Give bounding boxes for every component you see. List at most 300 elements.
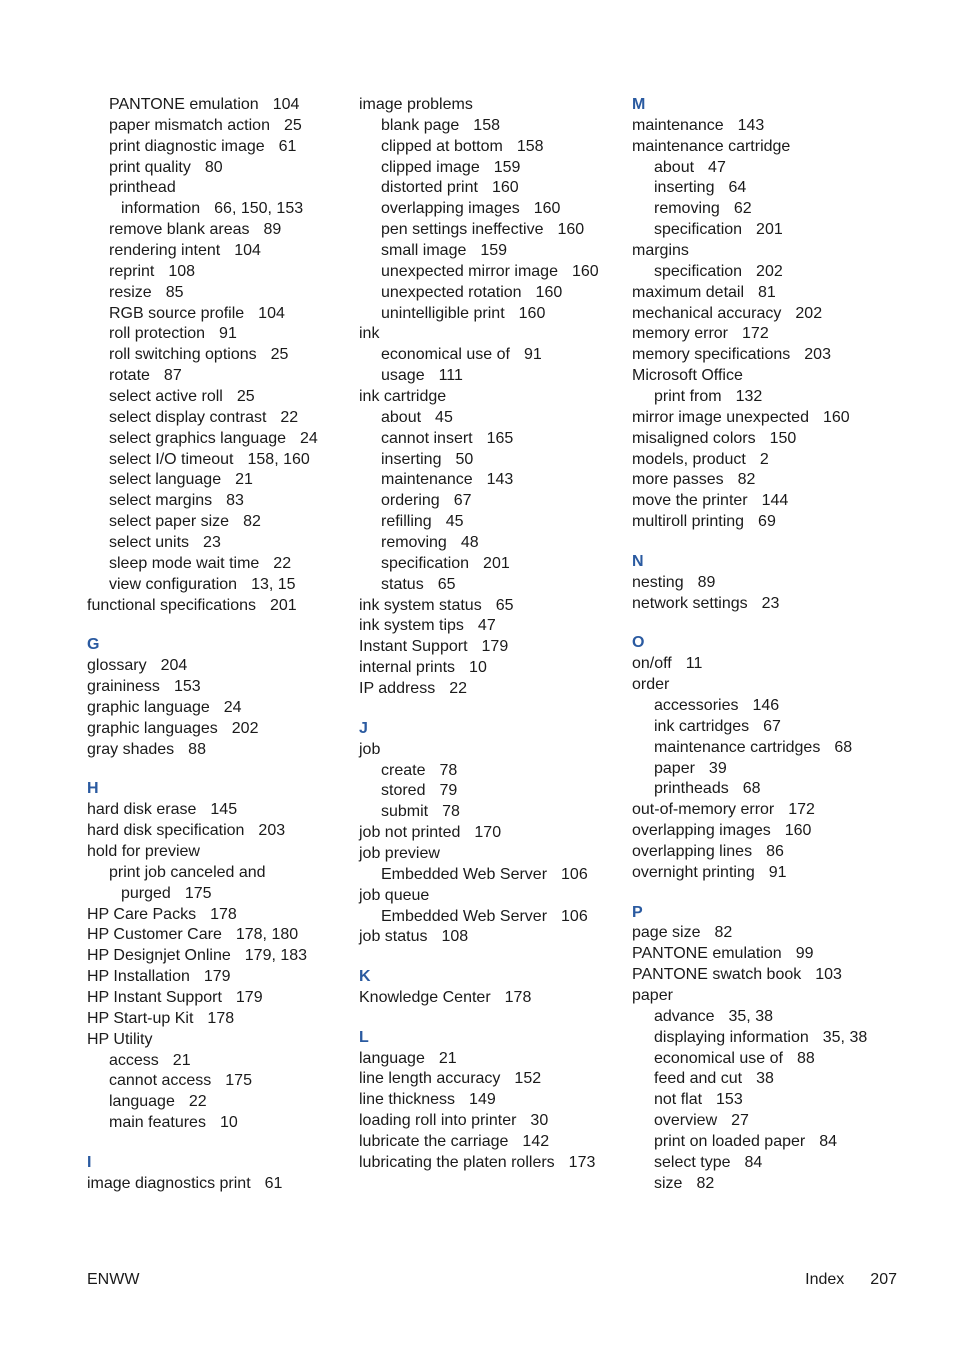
index-subentry bbox=[359, 304, 621, 325]
index-term: job not printed bbox=[359, 824, 461, 842]
index-term: loading roll into printer bbox=[359, 1112, 517, 1130]
index-page-ref: 62 bbox=[733, 200, 752, 218]
index-term: pen settings ineffective bbox=[381, 221, 544, 239]
index-page-ref: 82 bbox=[243, 513, 261, 531]
index-subentry bbox=[632, 1069, 902, 1090]
section-spacer bbox=[359, 700, 621, 719]
index-term: hard disk specification bbox=[87, 822, 245, 840]
index-page-ref: 106 bbox=[561, 907, 588, 925]
index-subentry bbox=[632, 1090, 902, 1111]
index-entry bbox=[87, 925, 349, 946]
index-page-ref: 179 bbox=[203, 968, 231, 986]
index-term: displaying information bbox=[654, 1028, 809, 1046]
index-page-ref: 203 bbox=[804, 346, 831, 364]
index-term: overview bbox=[654, 1112, 718, 1130]
index-subentry bbox=[87, 491, 349, 512]
index-subentry bbox=[87, 199, 349, 220]
index-subentry bbox=[87, 137, 349, 158]
section-spacer bbox=[87, 1134, 349, 1153]
index-term: network settings bbox=[632, 594, 748, 612]
index-term: HP Instant Support bbox=[87, 988, 222, 1006]
index-page-ref: 68 bbox=[742, 780, 761, 798]
index-subentry bbox=[87, 366, 349, 387]
index-term: print job canceled and bbox=[109, 863, 266, 881]
index-page-ref: 201 bbox=[269, 596, 297, 614]
index-page-ref: 160 bbox=[822, 408, 850, 426]
index-entry bbox=[87, 740, 349, 761]
index-page-ref: 91 bbox=[768, 863, 787, 881]
index-subentry bbox=[359, 241, 621, 262]
index-term: size bbox=[654, 1174, 683, 1192]
index-page-ref: 108 bbox=[441, 928, 469, 946]
index-page-ref: 82 bbox=[696, 1174, 715, 1192]
index-letter-heading: N bbox=[632, 552, 644, 570]
index-page-ref: 24 bbox=[223, 698, 242, 716]
index-term: reprint bbox=[109, 262, 155, 280]
index-subentry bbox=[87, 470, 349, 491]
index-term: mechanical accuracy bbox=[632, 304, 782, 322]
index-page-ref: 80 bbox=[204, 158, 223, 176]
index-subentry bbox=[87, 304, 349, 325]
index-page-ref: 23 bbox=[203, 534, 221, 552]
index-term: ink cartridges bbox=[654, 717, 750, 735]
section-spacer bbox=[632, 533, 902, 552]
index-term: print on loaded paper bbox=[654, 1132, 806, 1150]
index-subentry bbox=[359, 429, 621, 450]
index-page-ref: 10 bbox=[469, 659, 487, 677]
index-entry bbox=[632, 116, 902, 137]
index-letter-heading: O bbox=[632, 634, 645, 652]
index-term: print from bbox=[654, 388, 722, 406]
index-entry bbox=[359, 844, 621, 865]
index-entry bbox=[632, 470, 902, 491]
index-term: small image bbox=[381, 242, 467, 260]
index-page-ref: 170 bbox=[474, 824, 502, 842]
index-term: move the printer bbox=[632, 492, 748, 510]
index-term: PANTONE emulation bbox=[109, 96, 259, 113]
index-entry bbox=[632, 594, 902, 615]
index-term: job preview bbox=[359, 844, 440, 862]
index-term: maintenance bbox=[381, 471, 473, 489]
index-page-ref: 152 bbox=[514, 1070, 542, 1088]
index-term: distorted print bbox=[381, 179, 478, 197]
index-term: feed and cut bbox=[654, 1070, 743, 1088]
index-entry bbox=[359, 1090, 621, 1111]
index-page-ref: 22 bbox=[449, 680, 467, 698]
index-entry bbox=[87, 988, 349, 1009]
index-term: overlapping images bbox=[632, 822, 771, 840]
index-page-ref: 23 bbox=[761, 594, 780, 612]
index-subentry bbox=[359, 366, 621, 387]
index-entry bbox=[87, 967, 349, 988]
index-page-ref: 178 bbox=[207, 1009, 235, 1027]
index-entry bbox=[632, 366, 902, 387]
index-entry bbox=[632, 944, 902, 965]
index-subentry bbox=[359, 802, 621, 823]
index-term: specification bbox=[381, 554, 470, 572]
index-subentry bbox=[87, 158, 349, 179]
index-entry bbox=[632, 573, 902, 594]
footer-section-label: Index bbox=[805, 1271, 845, 1288]
index-entry bbox=[359, 95, 621, 116]
index-letter-heading: K bbox=[359, 968, 371, 986]
index-term: line length accuracy bbox=[359, 1070, 501, 1088]
index-term: IP address bbox=[359, 680, 436, 698]
index-subentry bbox=[87, 241, 349, 262]
index-subentry bbox=[359, 554, 621, 575]
section-spacer bbox=[87, 761, 349, 780]
index-page-ref: 202 bbox=[756, 262, 783, 280]
index-term: about bbox=[381, 408, 422, 426]
index-page-ref: 160 bbox=[571, 262, 599, 280]
index-term: gray shades bbox=[87, 740, 175, 758]
index-subentry bbox=[87, 95, 349, 116]
index-page-ref: 89 bbox=[263, 221, 282, 239]
index-page-ref: 160 bbox=[491, 179, 519, 197]
index-subentry bbox=[87, 283, 349, 304]
index-page-ref: 88 bbox=[188, 740, 206, 758]
index-letter-heading: G bbox=[87, 636, 100, 654]
index-term: specification bbox=[654, 262, 743, 280]
index-entry bbox=[359, 324, 621, 345]
index-page-ref: 84 bbox=[744, 1153, 763, 1171]
index-page-ref: 65 bbox=[437, 575, 456, 593]
index-subentry bbox=[632, 1132, 902, 1153]
index-subentry bbox=[87, 1092, 349, 1113]
index-term: access bbox=[109, 1051, 159, 1069]
index-term: on/off bbox=[632, 655, 672, 673]
index-term: order bbox=[632, 676, 670, 694]
index-page-ref: 86 bbox=[766, 842, 784, 860]
index-page-ref: 69 bbox=[758, 513, 776, 531]
index-page-ref: 179 bbox=[481, 638, 509, 656]
index-entry bbox=[359, 637, 621, 658]
index-subentry bbox=[632, 779, 902, 800]
index-page-ref: 35, 38 bbox=[728, 1007, 773, 1025]
index-subentry bbox=[87, 533, 349, 554]
index-term: view configuration bbox=[109, 575, 238, 593]
index-term: Microsoft Office bbox=[632, 367, 743, 385]
index-term: print quality bbox=[109, 158, 191, 176]
index-subentry bbox=[359, 262, 621, 283]
index-term: select graphics language bbox=[109, 429, 287, 447]
index-subentry bbox=[632, 199, 902, 220]
index-entry bbox=[87, 842, 349, 863]
index-page-ref: 202 bbox=[795, 304, 823, 322]
index-term: blank page bbox=[381, 116, 460, 134]
index-page-ref: 153 bbox=[173, 678, 201, 696]
index-term: job bbox=[359, 740, 381, 758]
index-page-ref: 160 bbox=[533, 200, 561, 218]
index-subentry bbox=[632, 1111, 902, 1132]
index-term: overlapping lines bbox=[632, 842, 753, 860]
index-subentry bbox=[632, 696, 902, 717]
index-term: cannot insert bbox=[381, 429, 473, 447]
index-subentry bbox=[359, 907, 621, 928]
index-page-ref: 21 bbox=[235, 471, 253, 489]
index-entry bbox=[632, 345, 902, 366]
index-page-ref: 48 bbox=[460, 534, 479, 552]
index-page-ref: 82 bbox=[714, 924, 733, 942]
index-term: Embedded Web Server bbox=[381, 865, 548, 883]
index-term: image diagnostics print bbox=[87, 1174, 251, 1192]
index-page-ref: 24 bbox=[300, 429, 318, 447]
index-page-ref: 104 bbox=[234, 242, 261, 260]
index-page-ref: 143 bbox=[737, 116, 765, 134]
index-term: ink system status bbox=[359, 596, 482, 614]
index-page-ref: 25 bbox=[236, 388, 255, 406]
index-entry bbox=[87, 698, 349, 719]
index-term: paper mismatch action bbox=[109, 116, 270, 134]
index-page-ref: 91 bbox=[523, 346, 542, 364]
index-term: paper bbox=[654, 759, 695, 777]
index-page-ref: 153 bbox=[716, 1091, 743, 1109]
index-term: not flat bbox=[654, 1091, 703, 1109]
index-term: Instant Support bbox=[359, 638, 468, 656]
section-spacer bbox=[359, 1009, 621, 1028]
index-entry bbox=[632, 654, 902, 675]
index-entry bbox=[359, 1069, 621, 1090]
index-subentry bbox=[632, 717, 902, 738]
index-entry bbox=[359, 886, 621, 907]
index-term: cannot access bbox=[109, 1072, 212, 1090]
index-page-ref: 159 bbox=[480, 242, 508, 260]
index-page-ref: 172 bbox=[788, 801, 815, 819]
index-term: internal prints bbox=[359, 659, 456, 677]
index-term: clipped image bbox=[381, 158, 480, 176]
section-spacer bbox=[632, 614, 902, 633]
index-term: maintenance cartridge bbox=[632, 137, 791, 155]
index-entry bbox=[632, 512, 902, 533]
index-entry bbox=[632, 923, 902, 944]
index-entry bbox=[359, 679, 621, 700]
index-entry bbox=[632, 137, 902, 158]
index-page-ref: 61 bbox=[278, 137, 297, 155]
index-page-ref: 50 bbox=[455, 450, 474, 468]
index-term: sleep mode wait time bbox=[109, 554, 260, 572]
index-subentry bbox=[87, 450, 349, 471]
index-letter-heading: M bbox=[632, 96, 646, 113]
index-subentry bbox=[632, 759, 902, 780]
index-subentry bbox=[87, 429, 349, 450]
index-page-ref: 22 bbox=[273, 554, 292, 572]
index-subentry bbox=[359, 575, 621, 596]
index-term: main features bbox=[109, 1114, 206, 1132]
index-term: mirror image unexpected bbox=[632, 408, 809, 426]
index-term: advance bbox=[654, 1007, 715, 1025]
index-subentry bbox=[87, 512, 349, 533]
index-page-ref: 78 bbox=[442, 803, 460, 821]
index-term: specification bbox=[654, 221, 743, 239]
index-entry bbox=[632, 304, 902, 325]
index-subentry bbox=[87, 345, 349, 366]
index-term: economical use of bbox=[381, 346, 510, 364]
index-page-ref: 68 bbox=[834, 738, 853, 756]
index-subentry bbox=[359, 512, 621, 533]
index-page-ref: 142 bbox=[522, 1132, 550, 1150]
index-page-ref: 160 bbox=[784, 822, 812, 840]
index-page-ref: 179, 183 bbox=[244, 947, 308, 965]
index-page-ref: 104 bbox=[272, 96, 300, 113]
index-term: multiroll printing bbox=[632, 513, 745, 531]
index-term: submit bbox=[381, 803, 429, 821]
index-page-ref: 67 bbox=[453, 492, 472, 510]
index-entry bbox=[87, 946, 349, 967]
index-page-ref: 146 bbox=[752, 696, 780, 714]
index-page-ref: 160 bbox=[518, 304, 546, 322]
index-term: memory specifications bbox=[632, 346, 791, 364]
index-entry bbox=[632, 429, 902, 450]
index-letter-heading: H bbox=[87, 780, 99, 798]
index-page-ref: 149 bbox=[469, 1091, 496, 1109]
index-page-ref: 160 bbox=[557, 221, 585, 239]
index-entry bbox=[632, 241, 902, 262]
index-term: HP Utility bbox=[87, 1030, 153, 1048]
index-subentry bbox=[87, 220, 349, 241]
index-entry bbox=[359, 596, 621, 617]
index-subentry bbox=[359, 491, 621, 512]
index-page-ref: 45 bbox=[445, 513, 464, 531]
index-entry bbox=[359, 1111, 621, 1132]
index-subentry bbox=[87, 1071, 349, 1092]
index-subentry bbox=[632, 158, 902, 179]
index-subentry bbox=[632, 1007, 902, 1028]
index-page-ref: 21 bbox=[438, 1049, 457, 1067]
index-entry bbox=[87, 905, 349, 926]
index-term: Embedded Web Server bbox=[381, 907, 548, 925]
index-term: hold for preview bbox=[87, 842, 200, 860]
index-term: ink system tips bbox=[359, 617, 464, 635]
index-entry bbox=[632, 800, 902, 821]
index-subentry bbox=[87, 863, 349, 884]
index-page-ref: 89 bbox=[697, 573, 716, 591]
index-page-ref: 47 bbox=[708, 158, 726, 176]
index-page-ref: 108 bbox=[168, 262, 196, 280]
index-term: hard disk erase bbox=[87, 801, 197, 819]
index-page-ref: 27 bbox=[731, 1112, 749, 1130]
index-entry bbox=[632, 863, 902, 884]
index-subentry bbox=[359, 220, 621, 241]
section-spacer bbox=[87, 616, 349, 635]
index-term: nesting bbox=[632, 573, 684, 591]
footer-right bbox=[805, 1270, 897, 1290]
index-term: HP Installation bbox=[87, 968, 190, 986]
index-term: select paper size bbox=[109, 513, 230, 531]
index-term: functional specifications bbox=[87, 596, 256, 614]
index-term: ordering bbox=[381, 492, 440, 510]
index-entry bbox=[87, 821, 349, 842]
index-subentry bbox=[632, 1153, 902, 1174]
index-term: graphic languages bbox=[87, 719, 218, 737]
index-term: RGB source profile bbox=[109, 304, 245, 322]
index-subentry bbox=[87, 1051, 349, 1072]
index-page-ref: 132 bbox=[735, 388, 763, 406]
index-term: roll protection bbox=[109, 325, 206, 343]
index-page-ref: 13, 15 bbox=[251, 575, 296, 593]
index-term: paper bbox=[632, 986, 673, 1004]
index-entry bbox=[359, 658, 621, 679]
index-subentry bbox=[359, 283, 621, 304]
index-subentry bbox=[359, 450, 621, 471]
index-subentry bbox=[632, 387, 902, 408]
index-page-ref: 82 bbox=[737, 471, 756, 489]
index-entry bbox=[87, 677, 349, 698]
index-term: unexpected rotation bbox=[381, 283, 522, 301]
index-page-ref: 158, 160 bbox=[247, 450, 310, 468]
index-page-ref: 202 bbox=[231, 719, 259, 737]
index-subentry bbox=[87, 1113, 349, 1134]
index-term: rendering intent bbox=[109, 242, 221, 260]
index-term: maximum detail bbox=[632, 283, 745, 301]
index-term: ink cartridge bbox=[359, 388, 447, 406]
index-term: rotate bbox=[109, 367, 150, 385]
index-term: inserting bbox=[654, 179, 715, 197]
index-subentry bbox=[359, 408, 621, 429]
index-page-ref: 111 bbox=[438, 367, 463, 385]
index-page-ref: 88 bbox=[796, 1049, 815, 1067]
index-page-ref: 66, 150, 153 bbox=[214, 200, 304, 218]
index-page-ref: 103 bbox=[815, 966, 842, 984]
index-subentry bbox=[87, 262, 349, 283]
index-entry bbox=[632, 675, 902, 696]
index-subentry bbox=[359, 345, 621, 366]
index-page-ref: 39 bbox=[708, 759, 727, 777]
index-term: overnight printing bbox=[632, 863, 755, 881]
index-page-ref: 67 bbox=[763, 717, 781, 735]
section-spacer bbox=[359, 948, 621, 967]
index-term: line thickness bbox=[359, 1091, 456, 1109]
index-page-ref: 61 bbox=[264, 1174, 283, 1192]
index-term: select language bbox=[109, 471, 222, 489]
index-column-1 bbox=[87, 95, 349, 1195]
index-term: more passes bbox=[632, 471, 724, 489]
index-page-ref: 178 bbox=[504, 988, 532, 1006]
index-term: information bbox=[121, 200, 201, 218]
index-entry bbox=[87, 800, 349, 821]
index-term: lubricating the platen rollers bbox=[359, 1153, 555, 1171]
index-entry bbox=[359, 1049, 621, 1070]
index-term: maintenance cartridges bbox=[654, 738, 821, 756]
index-term: overlapping images bbox=[381, 200, 520, 218]
index-page-ref: 47 bbox=[477, 617, 496, 635]
index-page-ref: 91 bbox=[219, 325, 237, 343]
index-subentry bbox=[359, 761, 621, 782]
index-term: lubricate the carriage bbox=[359, 1132, 509, 1150]
index-entry bbox=[87, 1174, 349, 1195]
index-term: misaligned colors bbox=[632, 429, 756, 447]
index-page-ref: 179 bbox=[235, 988, 263, 1006]
index-entry bbox=[359, 1153, 621, 1174]
index-column-3 bbox=[632, 95, 902, 1195]
index-page-ref: 144 bbox=[761, 492, 789, 510]
index-entry bbox=[87, 1030, 349, 1051]
index-subentry bbox=[87, 324, 349, 345]
index-term: select I/O timeout bbox=[109, 450, 234, 468]
index-term: margins bbox=[632, 242, 689, 260]
index-term: memory error bbox=[632, 325, 729, 343]
index-entry bbox=[632, 986, 902, 1007]
index-term: resize bbox=[109, 283, 152, 301]
index-entry bbox=[87, 1009, 349, 1030]
index-term: clipped at bottom bbox=[381, 137, 503, 155]
index-entry bbox=[632, 450, 902, 471]
index-subentry bbox=[359, 178, 621, 199]
index-term: removing bbox=[381, 534, 447, 552]
index-term: graininess bbox=[87, 678, 160, 696]
index-subentry bbox=[87, 554, 349, 575]
index-page-ref: 145 bbox=[210, 801, 238, 819]
index-letter-heading: P bbox=[632, 903, 643, 921]
